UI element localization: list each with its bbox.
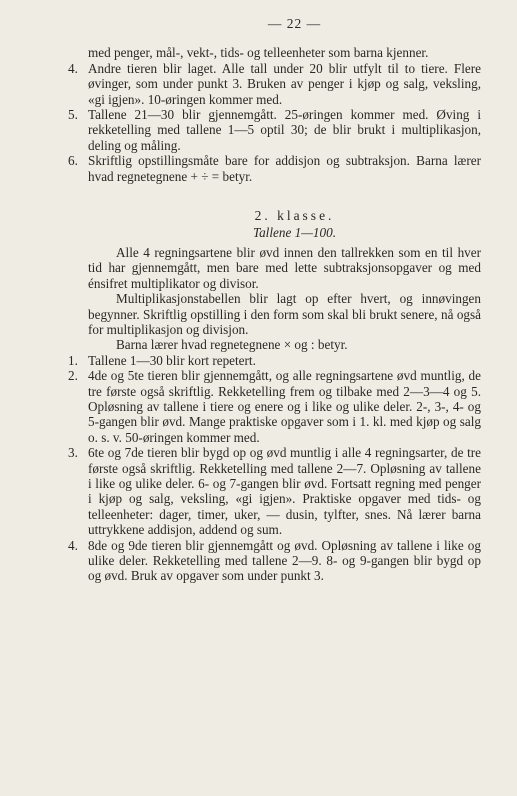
page-number: — 22 — [267,16,322,31]
list-item [68,153,481,184]
list-item-text: Tallene 21—30 blir gjennemgått. 25-øringen kommer med. Øving i rekketelling med tallene 1—5 optil 30; de blir brukt i multiplikasjon, deling og måling. [88,107,481,153]
section-heading: 2. klasse. [254,208,335,224]
list-item [68,368,481,445]
list-item-number: 5. [68,107,78,123]
section-subheading: Tallene 1—100. [252,225,337,241]
list-item-number: 4. [68,60,78,76]
list-item-text: Andre tieren blir laget. Alle tall under 20 blir utfylt til to tiere. Flere øvinger, som under punkt 3. Bruken av penger i kjøp og salg, veksling, «gi igjen». 10-øringen kommer med. [88,60,481,107]
numbered-list-first [68,60,481,184]
body-paragraph: Alle 4 regningsartene blir øvd innen den tallrekken som en til hver tid har gjennemgått, men bare med lette subtraksjonsopgaver og med énsifret multiplikator og divisor. [88,244,481,291]
list-item-text: 8de og 9de tieren blir gjennemgått og øvd. Opløsning av tallene i like og ulike deler. Rekketelling med tallene 2—9. 8- og 9-gangen blir bygd op og øvd. Bruk av opgaver som under punkt 3. [88,537,481,584]
list-item [68,537,481,584]
continued-list-item: med penger, mål-, vekt-, tids- og telleenheter som barna kjenner. [88,45,429,61]
list-item-number: 4. [68,537,78,553]
list-item-text: Tallene 1—30 blir kort repetert. [88,352,256,368]
list-item-text: 4de og 5te tieren blir gjennemgått, og alle regningsartene øvd muntlig, de tre første også skriftlig. Rekketelling frem og tilbake med 2—3—4 og 5. Opløsning av tallene i tiere og enere og i like og ulike deler. 2-, 3-, 4- og 5-gangen blir øvd. Mange praktiske opgaver som i 1. kl. med kjøp og salg o. s. v. 50-øringen kommer med. [88,368,481,445]
list-item [68,445,481,538]
list-item [68,107,481,153]
numbered-list-second [68,352,481,584]
list-item-number: 6. [68,153,78,169]
list-item-text: 6te og 7de tieren blir bygd op og øvd muntlig i alle 4 regningsarter, de tre første også skriftlig. Rekketelling med tallene 2—7. Opløsning av tallene i like og ulike deler. 6- og 7-gangen blir øvd. Fortsatt regning med penger i kjøp og salg, veksling, «gi igjen». Praktiske opgaver med tids- og telleenheter: dager, timer, uker, — dusin, tylfter, snes. Nå lærer barna uttrykkene addisjon, addend og sum. [88,445,481,538]
list-item [68,352,481,368]
list-item-number: 1. [68,352,78,368]
list-item-number: 3. [68,445,78,461]
list-item-text: Skriftlig opstillingsmåte bare for addisjon og subtraksjon. Barna lærer hvad regnetegnene + ÷ = betyr. [88,153,481,184]
body-paragraph: Multiplikasjonstabellen blir lagt op efter hvert, og innøvingen begynner. Skriftlig opstilling i den form som skal bli brukt senere, nå også for multiplikasjon og divisjon. [88,291,481,337]
list-item-number: 2. [68,368,78,384]
body-paragraph: Barna lærer hvad regnetegnene × og : betyr. [116,337,348,353]
list-item [68,60,481,107]
